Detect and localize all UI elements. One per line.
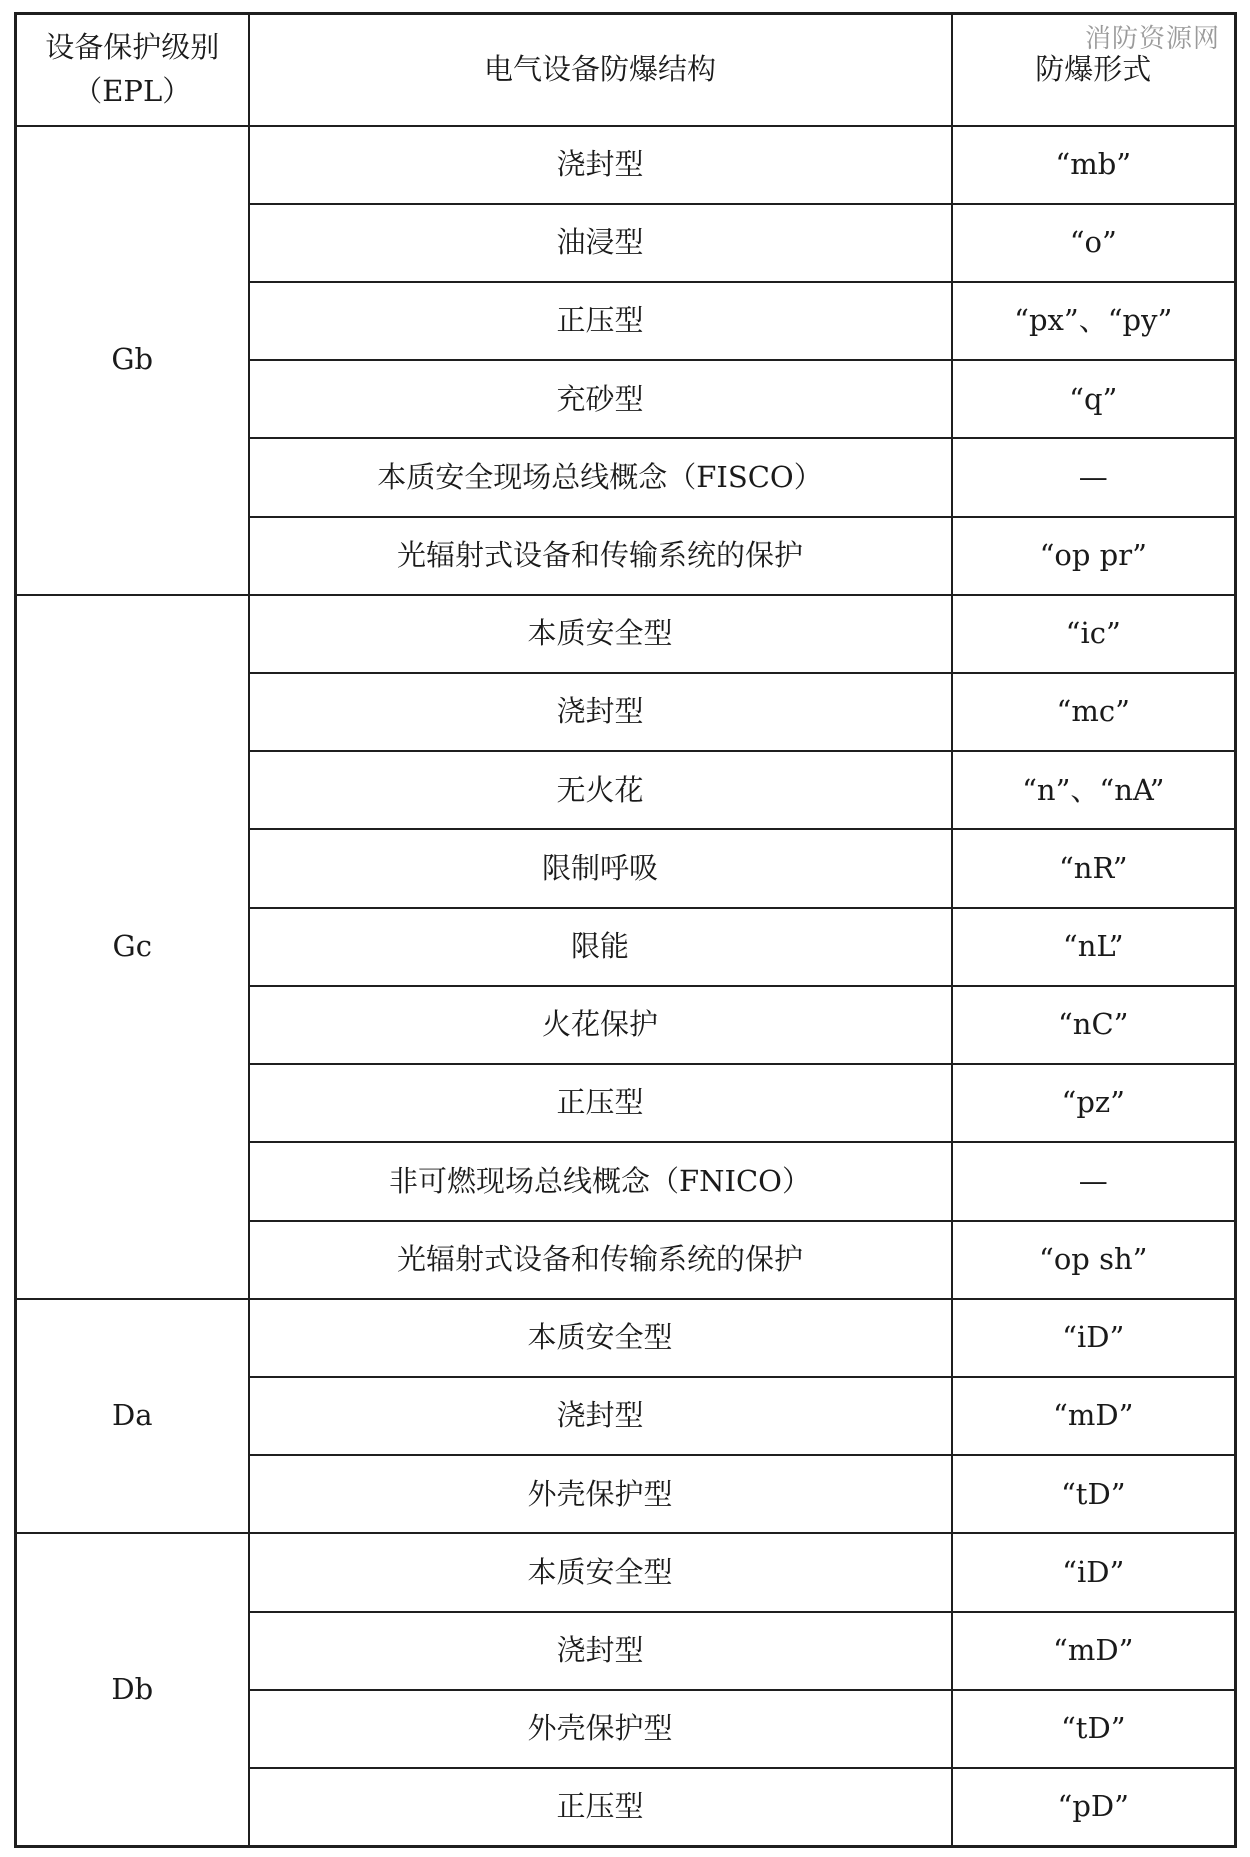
structure-cell: 无火花 <box>249 751 952 829</box>
table-row <box>16 1299 1236 1377</box>
header-epl <box>16 14 249 126</box>
header-epl-line1: 设备保护级别 <box>45 30 220 65</box>
form-cell: “mD” <box>952 1612 1236 1690</box>
structure-cell: 浇封型 <box>249 1377 952 1455</box>
structure-cell: 外壳保护型 <box>249 1455 952 1533</box>
epl-cell: Gc <box>16 595 249 1299</box>
structure-cell: 浇封型 <box>249 1612 952 1690</box>
structure-cell: 充砂型 <box>249 360 952 438</box>
structure-cell: 限制呼吸 <box>249 829 952 907</box>
structure-cell: 油浸型 <box>249 204 952 282</box>
form-cell: “iD” <box>952 1299 1236 1377</box>
table-row <box>16 1533 1236 1611</box>
structure-cell: 本质安全现场总线概念（FISCO） <box>249 438 952 516</box>
table-row <box>16 126 1236 204</box>
watermark: 消防资源网 <box>1084 24 1220 54</box>
explosion-protection-table <box>14 12 1237 1848</box>
form-cell: “mc” <box>952 673 1236 751</box>
form-cell: “ic” <box>952 595 1236 673</box>
epl-cell: Db <box>16 1533 249 1846</box>
form-cell: “px”、“py” <box>952 282 1236 360</box>
form-cell: “nC” <box>952 986 1236 1064</box>
form-cell: “pD” <box>952 1768 1236 1846</box>
structure-cell: 非可燃现场总线概念（FNICO） <box>249 1142 952 1220</box>
form-cell: “tD” <box>952 1690 1236 1768</box>
structure-cell: 外壳保护型 <box>249 1690 952 1768</box>
form-cell: — <box>952 1142 1236 1220</box>
structure-cell: 浇封型 <box>249 126 952 204</box>
structure-cell: 浇封型 <box>249 673 952 751</box>
form-cell: “iD” <box>952 1533 1236 1611</box>
form-cell: “pz” <box>952 1064 1236 1142</box>
form-cell: “n”、“nA” <box>952 751 1236 829</box>
form-cell: “op sh” <box>952 1221 1236 1299</box>
form-cell: “q” <box>952 360 1236 438</box>
structure-cell: 限能 <box>249 908 952 986</box>
header-structure: 电气设备防爆结构 <box>249 14 952 126</box>
form-cell: “mD” <box>952 1377 1236 1455</box>
structure-cell: 本质安全型 <box>249 595 952 673</box>
structure-cell: 光辐射式设备和传输系统的保护 <box>249 517 952 595</box>
form-cell: “op pr” <box>952 517 1236 595</box>
structure-cell: 光辐射式设备和传输系统的保护 <box>249 1221 952 1299</box>
form-cell: “o” <box>952 204 1236 282</box>
structure-cell: 正压型 <box>249 282 952 360</box>
structure-cell: 正压型 <box>249 1064 952 1142</box>
header-form: 防爆形式 <box>952 14 1236 126</box>
table-row <box>16 595 1236 673</box>
structure-cell: 本质安全型 <box>249 1533 952 1611</box>
table-body <box>16 126 1236 1847</box>
form-cell: — <box>952 438 1236 516</box>
epl-cell: Gb <box>16 126 249 595</box>
form-cell: “nL” <box>952 908 1236 986</box>
form-cell: “nR” <box>952 829 1236 907</box>
form-cell: “mb” <box>952 126 1236 204</box>
structure-cell: 正压型 <box>249 1768 952 1846</box>
header-epl-line2: （EPL） <box>73 73 192 108</box>
form-cell: “tD” <box>952 1455 1236 1533</box>
epl-cell: Da <box>16 1299 249 1534</box>
structure-cell: 本质安全型 <box>249 1299 952 1377</box>
structure-cell: 火花保护 <box>249 986 952 1064</box>
header-row <box>16 14 1236 126</box>
